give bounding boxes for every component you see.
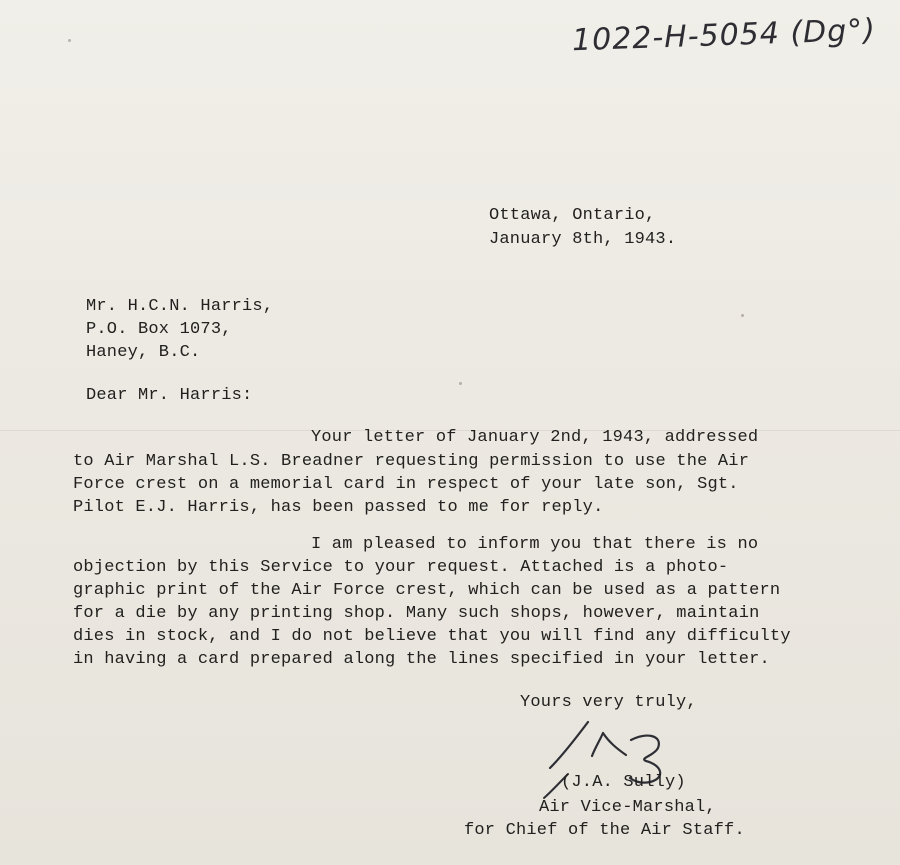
paper-speck: [741, 314, 744, 317]
handwritten-file-reference: 1022-H-5054 (Dg°): [571, 12, 877, 59]
paper-speck: [459, 382, 462, 385]
letter-place: Ottawa, Ontario,: [489, 206, 656, 225]
paragraph-two-line: for a die by any printing shop. Many such shops, however, maintain: [73, 604, 760, 623]
signatory-rank: Air Vice-Marshal,: [539, 798, 716, 817]
paper-speck: [68, 39, 71, 42]
paragraph-one-line: Your letter of January 2nd, 1943, addressed: [311, 428, 759, 447]
paragraph-one-line: to Air Marshal L.S. Breadner requesting permission to use the Air: [73, 452, 750, 471]
recipient-city: Haney, B.C.: [86, 343, 201, 362]
paragraph-one-line: Force crest on a memorial card in respect of your late son, Sgt.: [73, 475, 739, 494]
recipient-po-box: P.O. Box 1073,: [86, 320, 232, 339]
letter-date: January 8th, 1943.: [489, 230, 677, 249]
closing: Yours very truly,: [520, 693, 697, 712]
salutation: Dear Mr. Harris:: [86, 386, 253, 405]
paragraph-two-line: objection by this Service to your request. Attached is a photo-: [73, 558, 729, 577]
paragraph-two-line: in having a card prepared along the lines specified in your letter.: [73, 650, 770, 669]
signatory-name: (J.A. Sully): [561, 773, 686, 792]
paragraph-two-line: graphic print of the Air Force crest, which can be used as a pattern: [73, 581, 781, 600]
paragraph-two-line: I am pleased to inform you that there is no: [311, 535, 759, 554]
paragraph-two-line: dies in stock, and I do not believe that you will find any difficulty: [73, 627, 791, 646]
signatory-office: for Chief of the Air Staff.: [464, 821, 745, 840]
paragraph-one-line: Pilot E.J. Harris, has been passed to me for reply.: [73, 498, 604, 517]
recipient-name: Mr. H.C.N. Harris,: [86, 297, 274, 316]
